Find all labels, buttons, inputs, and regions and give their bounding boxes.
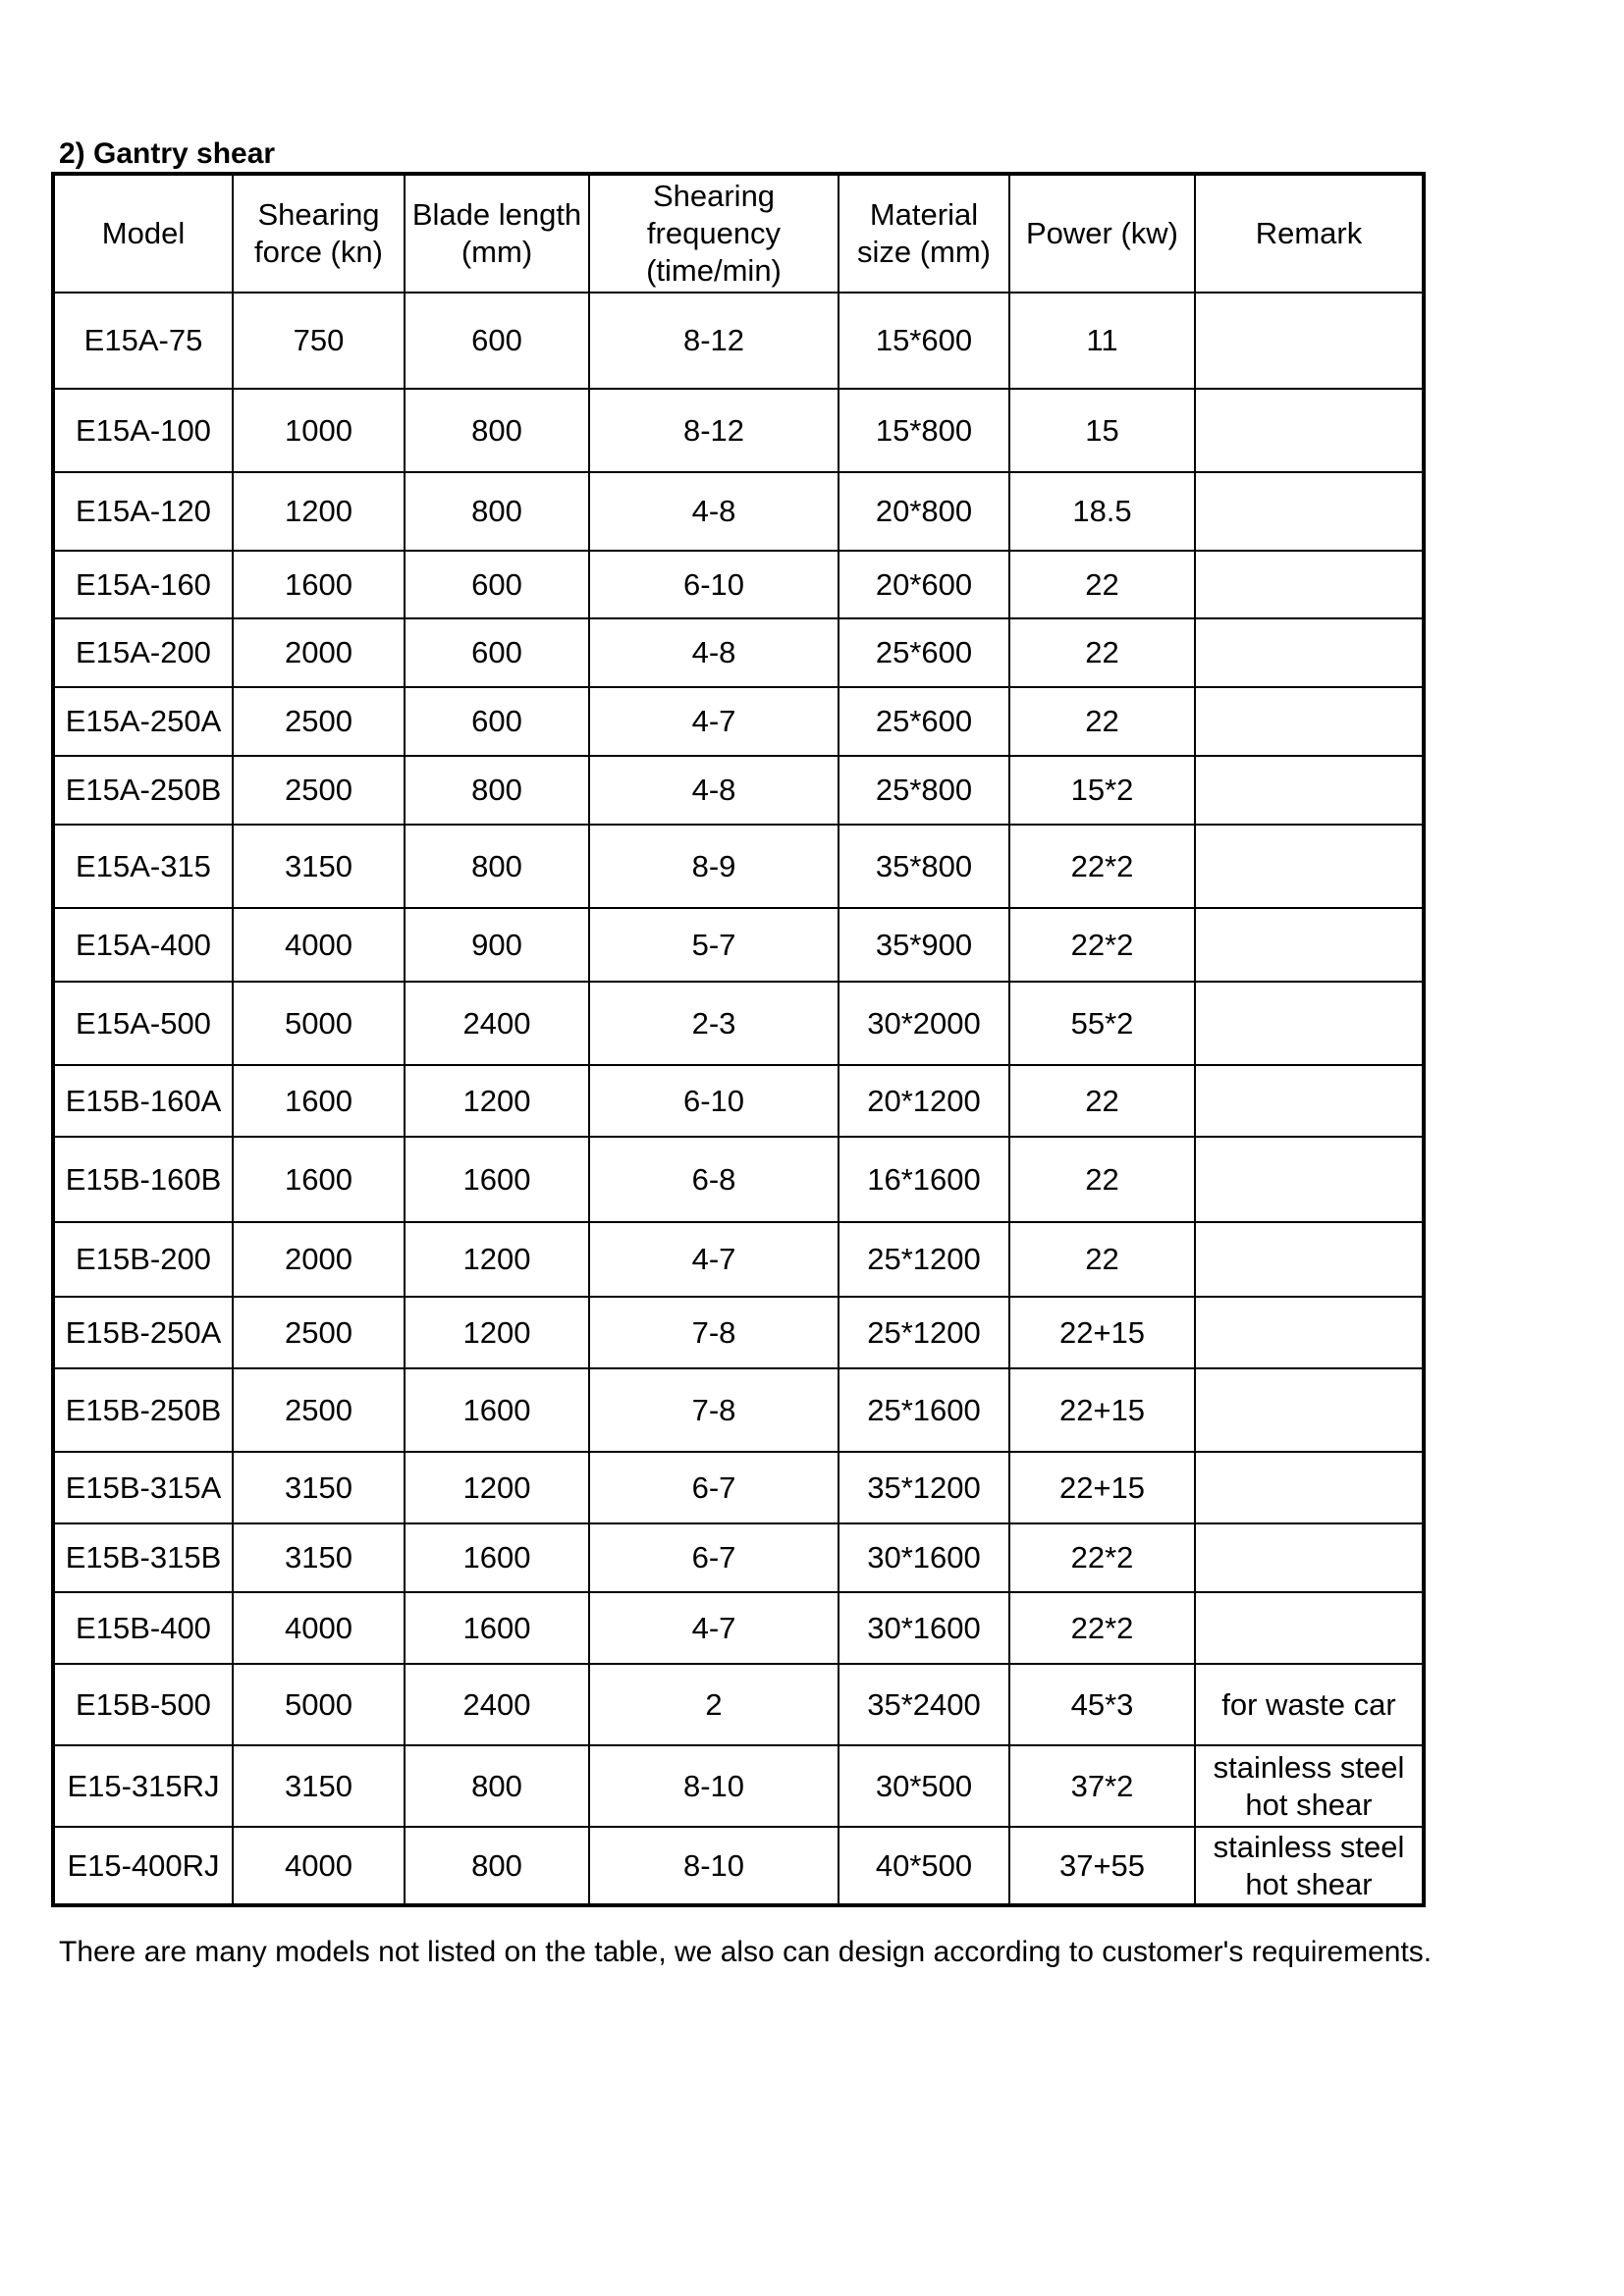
cell-remark	[1195, 1065, 1424, 1137]
cell-force: 4000	[233, 1827, 405, 1905]
cell-power: 45*3	[1009, 1664, 1195, 1745]
cell-force: 2500	[233, 1297, 405, 1368]
cell-force: 3150	[233, 825, 405, 908]
cell-blade: 1600	[405, 1137, 589, 1222]
cell-material: 20*600	[839, 551, 1009, 618]
cell-freq: 2-3	[589, 982, 839, 1065]
table-row	[53, 908, 1424, 982]
cell-blade: 2400	[405, 982, 589, 1065]
cell-remark	[1195, 1664, 1424, 1745]
remark-line: stainless steel	[1213, 1749, 1405, 1785]
cell-blade: 800	[405, 756, 589, 825]
cell-force: 1600	[233, 1137, 405, 1222]
cell-freq: 8-12	[589, 293, 839, 389]
cell-power: 22*2	[1009, 1523, 1195, 1592]
cell-remark	[1195, 1592, 1424, 1664]
table-row	[53, 1523, 1424, 1592]
table-row	[53, 756, 1424, 825]
cell-remark	[1195, 293, 1424, 389]
table-row	[53, 472, 1424, 551]
table-row	[53, 293, 1424, 389]
cell-power: 22	[1009, 687, 1195, 756]
cell-blade: 1200	[405, 1065, 589, 1137]
table-row	[53, 551, 1424, 618]
cell-power: 22	[1009, 1137, 1195, 1222]
cell-blade: 1200	[405, 1222, 589, 1297]
cell-remark	[1195, 1137, 1424, 1222]
cell-material: 25*800	[839, 756, 1009, 825]
cell-power: 11	[1009, 293, 1195, 389]
cell-blade: 1600	[405, 1592, 589, 1664]
header-power: Power (kw)	[1009, 174, 1195, 293]
cell-freq: 4-8	[589, 756, 839, 825]
cell-remark	[1195, 1745, 1424, 1827]
cell-freq: 4-8	[589, 618, 839, 687]
cell-model: E15A-250B	[53, 756, 233, 825]
table-row	[53, 1137, 1424, 1222]
cell-freq: 5-7	[589, 908, 839, 982]
table-row	[53, 389, 1424, 472]
remark-line: for waste car	[1221, 1686, 1396, 1722]
cell-model: E15A-100	[53, 389, 233, 472]
cell-remark	[1195, 1827, 1424, 1905]
cell-model: E15B-315A	[53, 1452, 233, 1523]
cell-remark	[1195, 472, 1424, 551]
table-row	[53, 1452, 1424, 1523]
cell-remark	[1195, 825, 1424, 908]
cell-force: 5000	[233, 982, 405, 1065]
table-row	[53, 1297, 1424, 1368]
header-model: Model	[53, 174, 233, 293]
cell-freq: 8-12	[589, 389, 839, 472]
cell-blade: 1600	[405, 1368, 589, 1452]
cell-force: 1600	[233, 551, 405, 618]
cell-force: 5000	[233, 1664, 405, 1745]
cell-force: 2000	[233, 618, 405, 687]
cell-model: E15B-315B	[53, 1523, 233, 1592]
cell-power: 37*2	[1009, 1745, 1195, 1827]
cell-remark	[1195, 982, 1424, 1065]
cell-remark	[1195, 618, 1424, 687]
cell-material: 20*1200	[839, 1065, 1009, 1137]
cell-power: 22*2	[1009, 1592, 1195, 1664]
header-shearing-force: Shearing force (kn)	[233, 174, 405, 293]
cell-force: 750	[233, 293, 405, 389]
cell-model: E15A-400	[53, 908, 233, 982]
cell-freq: 8-10	[589, 1827, 839, 1905]
cell-model: E15A-500	[53, 982, 233, 1065]
cell-freq: 4-7	[589, 1222, 839, 1297]
cell-blade: 1200	[405, 1452, 589, 1523]
cell-model: E15-400RJ	[53, 1827, 233, 1905]
cell-model: E15A-120	[53, 472, 233, 551]
cell-remark	[1195, 389, 1424, 472]
cell-remark	[1195, 1297, 1424, 1368]
cell-blade: 1600	[405, 1523, 589, 1592]
cell-material: 25*1200	[839, 1297, 1009, 1368]
cell-power: 22+15	[1009, 1297, 1195, 1368]
cell-freq: 6-7	[589, 1523, 839, 1592]
table-row	[53, 1745, 1424, 1827]
cell-blade: 1200	[405, 1297, 589, 1368]
cell-freq: 8-10	[589, 1745, 839, 1827]
cell-force: 3150	[233, 1452, 405, 1523]
table-row	[53, 1827, 1424, 1905]
cell-power: 22+15	[1009, 1368, 1195, 1452]
cell-blade: 800	[405, 825, 589, 908]
cell-model: E15A-160	[53, 551, 233, 618]
cell-material: 30*1600	[839, 1592, 1009, 1664]
cell-material: 20*800	[839, 472, 1009, 551]
cell-blade: 800	[405, 472, 589, 551]
cell-force: 1600	[233, 1065, 405, 1137]
cell-model: E15B-200	[53, 1222, 233, 1297]
cell-model: E15B-250A	[53, 1297, 233, 1368]
cell-model: E15-315RJ	[53, 1745, 233, 1827]
cell-model: E15B-160B	[53, 1137, 233, 1222]
cell-freq: 8-9	[589, 825, 839, 908]
cell-freq: 7-8	[589, 1297, 839, 1368]
cell-power: 22+15	[1009, 1452, 1195, 1523]
cell-freq: 7-8	[589, 1368, 839, 1452]
cell-force: 1000	[233, 389, 405, 472]
cell-material: 15*800	[839, 389, 1009, 472]
table-row	[53, 982, 1424, 1065]
cell-remark	[1195, 908, 1424, 982]
cell-power: 22	[1009, 618, 1195, 687]
cell-remark	[1195, 1368, 1424, 1452]
cell-material: 25*1600	[839, 1368, 1009, 1452]
header-material-size: Material size (mm)	[839, 174, 1009, 293]
cell-material: 16*1600	[839, 1137, 1009, 1222]
cell-force: 3150	[233, 1523, 405, 1592]
cell-model: E15B-250B	[53, 1368, 233, 1452]
cell-model: E15A-75	[53, 293, 233, 389]
table-row	[53, 1664, 1424, 1745]
table-header-row	[53, 174, 1424, 293]
cell-material: 15*600	[839, 293, 1009, 389]
cell-model: E15A-250A	[53, 687, 233, 756]
cell-freq: 6-10	[589, 1065, 839, 1137]
cell-material: 25*600	[839, 618, 1009, 687]
table-row	[53, 1065, 1424, 1137]
footnote: There are many models not listed on the table, we also can design according to customer's requirements.	[59, 1936, 1433, 1968]
cell-material: 25*600	[839, 687, 1009, 756]
cell-freq: 6-10	[589, 551, 839, 618]
cell-blade: 600	[405, 551, 589, 618]
cell-power: 22	[1009, 551, 1195, 618]
cell-blade: 2400	[405, 1664, 589, 1745]
cell-blade: 600	[405, 618, 589, 687]
header-remark: Remark	[1195, 174, 1424, 293]
cell-force: 2500	[233, 1368, 405, 1452]
table-row	[53, 618, 1424, 687]
cell-power: 18.5	[1009, 472, 1195, 551]
cell-remark	[1195, 1523, 1424, 1592]
cell-material: 25*1200	[839, 1222, 1009, 1297]
cell-force: 2000	[233, 1222, 405, 1297]
cell-material: 40*500	[839, 1827, 1009, 1905]
cell-model: E15B-400	[53, 1592, 233, 1664]
header-shearing-frequency: Shearing frequency (time/min)	[589, 174, 839, 293]
header-blade-length: Blade length (mm)	[405, 174, 589, 293]
gantry-shear-spec-table	[51, 172, 1426, 1907]
cell-freq: 6-7	[589, 1452, 839, 1523]
cell-blade: 900	[405, 908, 589, 982]
cell-model: E15A-315	[53, 825, 233, 908]
cell-model: E15B-160A	[53, 1065, 233, 1137]
cell-power: 22	[1009, 1222, 1195, 1297]
cell-freq: 4-7	[589, 687, 839, 756]
cell-remark	[1195, 1222, 1424, 1297]
cell-force: 4000	[233, 908, 405, 982]
cell-material: 35*900	[839, 908, 1009, 982]
cell-force: 3150	[233, 1745, 405, 1827]
cell-power: 22*2	[1009, 825, 1195, 908]
table-row	[53, 687, 1424, 756]
cell-power: 15	[1009, 389, 1195, 472]
cell-blade: 600	[405, 293, 589, 389]
cell-model: E15B-500	[53, 1664, 233, 1745]
cell-power: 22*2	[1009, 908, 1195, 982]
cell-power: 55*2	[1009, 982, 1195, 1065]
cell-remark	[1195, 687, 1424, 756]
cell-force: 2500	[233, 687, 405, 756]
table-row	[53, 1368, 1424, 1452]
cell-force: 4000	[233, 1592, 405, 1664]
cell-freq: 4-8	[589, 472, 839, 551]
table-row	[53, 1592, 1424, 1664]
cell-material: 30*500	[839, 1745, 1009, 1827]
cell-blade: 800	[405, 1745, 589, 1827]
table-row	[53, 825, 1424, 908]
cell-blade: 800	[405, 389, 589, 472]
table-row	[53, 1222, 1424, 1297]
cell-power: 37+55	[1009, 1827, 1195, 1905]
cell-freq: 2	[589, 1664, 839, 1745]
section-title: 2) Gantry shear	[59, 137, 276, 170]
cell-remark	[1195, 756, 1424, 825]
cell-power: 15*2	[1009, 756, 1195, 825]
cell-blade: 600	[405, 687, 589, 756]
remark-line: hot shear	[1245, 1866, 1373, 1901]
remark-line: hot shear	[1245, 1787, 1373, 1822]
remark-line: stainless steel	[1213, 1829, 1405, 1864]
cell-freq: 6-8	[589, 1137, 839, 1222]
cell-remark	[1195, 551, 1424, 618]
cell-power: 22	[1009, 1065, 1195, 1137]
cell-material: 30*2000	[839, 982, 1009, 1065]
cell-material: 35*800	[839, 825, 1009, 908]
cell-model: E15A-200	[53, 618, 233, 687]
cell-blade: 800	[405, 1827, 589, 1905]
cell-material: 35*1200	[839, 1452, 1009, 1523]
cell-freq: 4-7	[589, 1592, 839, 1664]
cell-remark	[1195, 1452, 1424, 1523]
cell-force: 2500	[233, 756, 405, 825]
cell-material: 35*2400	[839, 1664, 1009, 1745]
cell-material: 30*1600	[839, 1523, 1009, 1592]
cell-force: 1200	[233, 472, 405, 551]
